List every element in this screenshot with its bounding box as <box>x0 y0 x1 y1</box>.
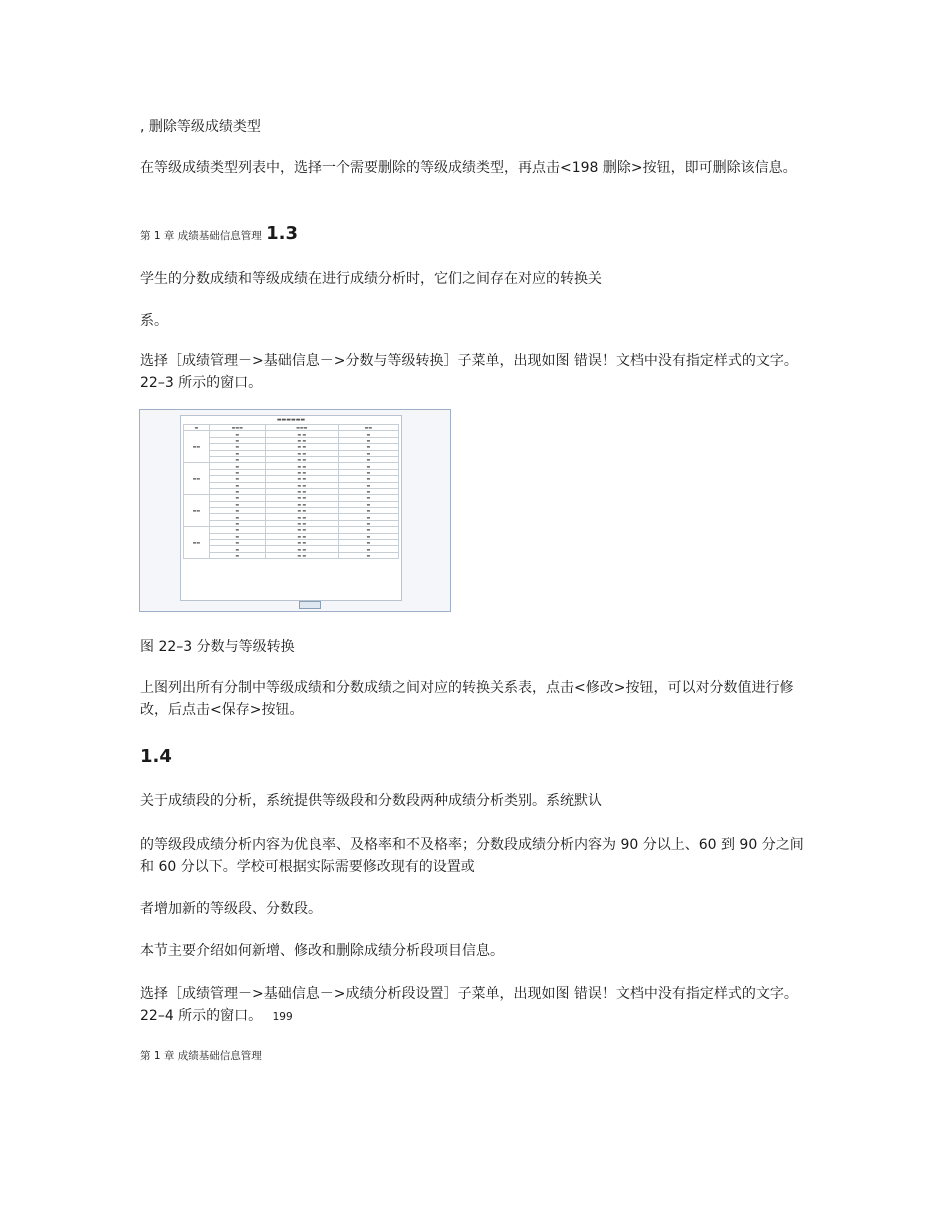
delete-grade-type-heading: , 删除等级成绩类型 <box>140 119 261 135</box>
paragraph: 选择［成绩管理－>基础信息－>分数与等级转换］子菜单，出现如图 错误！文档中没有指定样式的文字。22–3 所示的窗口。 <box>140 353 798 391</box>
section-number-1-4: 1.4 <box>140 746 172 767</box>
running-header-1 <box>140 221 812 249</box>
paragraph: 关于成绩段的分析，系统提供等级段和分数段两种成绩分析类别。系统默认 <box>140 793 602 809</box>
conversion-table: ▬ ▬▬▬ ▬▬▬ ▬▬ ▬▬ ▬ ▬ ▬ ▬ ▬ ▬ ▬ ▬ ▬ ▬ ▬ ▬ ▬ ▬ ▬ ▬ ▬ ▬ ▬ ▬ ▬▬ ▬ ▬ ▬ ▬ ▬ ▬ ▬ ▬ ▬ ▬ ▬ ▬ ▬ ▬ ▬ ▬ ▬ ▬ ▬ ▬ ▬▬ ▬ ▬ ▬ ▬ ▬ ▬ ▬ ▬ ▬ ▬ ▬ ▬ ▬ ▬ ▬ ▬ ▬ ▬ ▬ ▬ ▬▬ ▬ ▬ ▬ ▬ ▬ ▬ ▬ ▬ ▬ ▬ ▬ ▬ ▬ ▬ ▬ ▬ ▬ ▬ ▬ ▬ <box>183 424 399 559</box>
save-button <box>299 601 321 609</box>
paragraph: 者增加新的等级段、分数段。 <box>140 901 322 917</box>
running-header-2: 第 1 章 成绩基础信息管理 <box>140 1050 262 1062</box>
window-title: ▬▬▬▬▬▬ <box>276 417 306 423</box>
paragraph: 学生的分数成绩和等级成绩在进行成绩分析时，它们之间存在对应的转换关 <box>140 271 602 287</box>
paragraph: 本节主要介绍如何新增、修改和删除成绩分析段项目信息。 <box>140 943 504 959</box>
paragraph <box>140 983 812 1028</box>
page-number: 199 <box>272 1011 293 1023</box>
paragraph: 系。 <box>140 313 168 329</box>
paragraph: 上图列出所有分制中等级成绩和分数成绩之间对应的转换关系表，点击<修改>按钮，可以对分数值进行修改，后点击<保存>按钮。 <box>140 680 794 718</box>
figure-caption: 图 22–3 分数与等级转换 <box>140 639 295 655</box>
section-number-1-3: 1.3 <box>266 223 299 244</box>
paragraph: 的等级段成绩分析内容为优良率、及格率和不及格率；分数段成绩分析内容为 90 分以上、60 到 90 分之间和 60 分以下。学校可根据实际需要修改现有的设置或 <box>140 837 804 875</box>
chapter-title: 第 1 章 成绩基础信息管理 <box>140 230 262 242</box>
figure-score-grade-conversion <box>139 409 451 612</box>
conversion-window <box>180 415 402 601</box>
paragraph-text: 选择［成绩管理－>基础信息－>成绩分析段设置］子菜单，出现如图 错误！文档中没有指定样式的文字。22–4 所示的窗口。 <box>140 986 798 1024</box>
delete-instructions: 在等级成绩类型列表中，选择一个需要删除的等级成绩类型，再点击<198 删除>按钮，即可删除该信息。 <box>140 160 797 176</box>
